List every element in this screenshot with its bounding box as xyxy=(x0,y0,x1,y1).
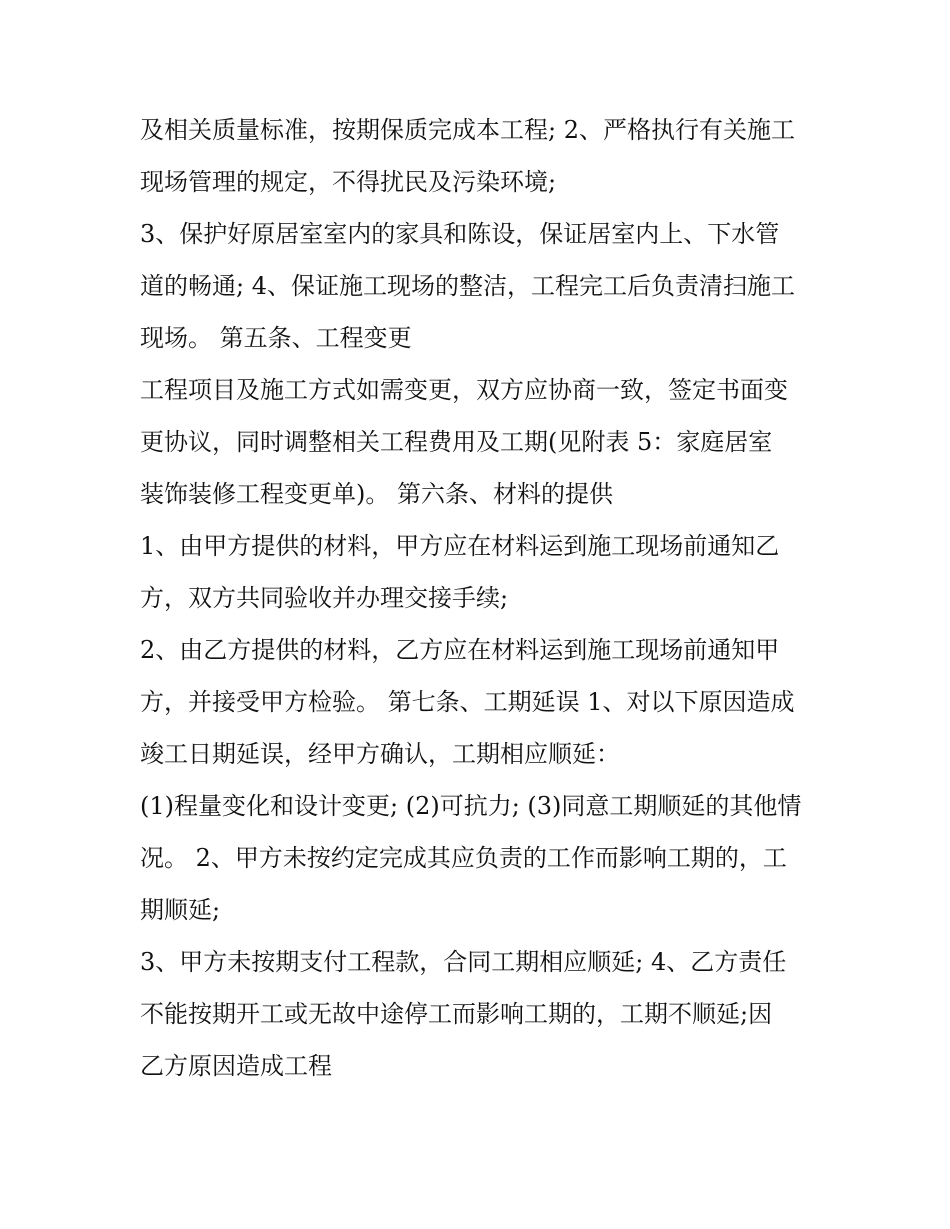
text-line: 乙方原因造成工程 xyxy=(140,1052,332,1080)
text-line: (1)程量变化和设计变更; (2)可抗力; (3)同意工期顺延的其他情 xyxy=(140,792,802,820)
text-line: 装饰装修工程变更单)。 第六条、材料的提供 xyxy=(140,480,613,508)
text-line: 期顺延; xyxy=(140,896,221,924)
text-line: 更协议，同时调整相关工程费用及工期(见附表 5：家庭居室 xyxy=(140,428,773,456)
text-line: 现场管理的规定，不得扰民及污染环境; xyxy=(140,168,557,196)
text-line: 道的畅通; 4、保证施工现场的整洁，工程完工后负责清扫施工 xyxy=(140,272,795,300)
text-line: 况。 2、甲方未按约定完成其应负责的工作而影响工期的，工 xyxy=(140,844,787,872)
text-line: 不能按期开工或无故中途停工而影响工期的，工期不顺延;因 xyxy=(140,1000,773,1028)
text-line: 现场。 第五条、工程变更 xyxy=(140,324,412,352)
text-line: 工程项目及施工方式如需变更，双方应协商一致，签定书面变 xyxy=(140,376,788,404)
text-line: 2、由乙方提供的材料，乙方应在材料运到施工现场前通知甲 xyxy=(140,636,780,664)
text-line: 1、由甲方提供的材料，甲方应在材料运到施工现场前通知乙 xyxy=(140,532,780,560)
text-line: 及相关质量标准，按期保质完成本工程; 2、严格执行有关施工 xyxy=(140,116,795,144)
text-line: 方，双方共同验收并办理交接手续; xyxy=(140,584,509,612)
text-line: 3、保护好原居室室内的家具和陈设，保证居室内上、下水管 xyxy=(140,220,780,248)
text-line: 方，并接受甲方检验。 第七条、工期延误 1、对以下原因造成 xyxy=(140,688,795,716)
document-body xyxy=(140,104,820,1092)
text-line: 竣工日期延误，经甲方确认，工期相应顺延： xyxy=(140,740,620,768)
text-line: 3、甲方未按期支付工程款，合同工期相应顺延; 4、乙方责任 xyxy=(140,948,787,976)
